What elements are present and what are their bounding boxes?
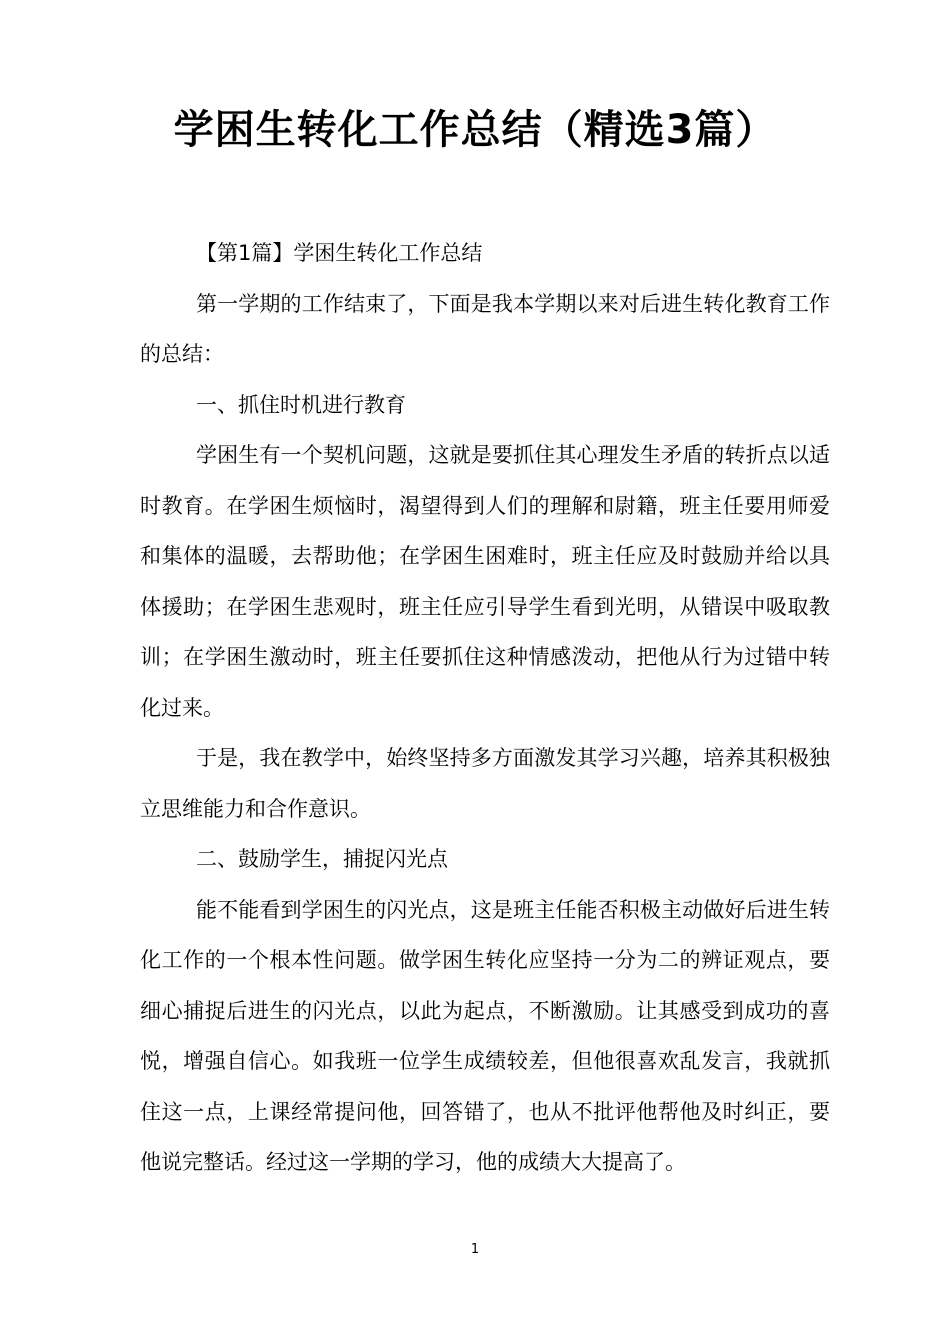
intro-paragraph: 第一学期的工作结束了，下面是我本学期以来对后进生转化教育工作的总结： [140, 291, 830, 366]
document-body [140, 228, 830, 1188]
body-paragraph: 学困生有一个契机问题，这就是要抓住其心理发生矛盾的转折点以适时教育。在学困生烦恼时，渴望得到人们的理解和尉籍，班主任要用师爱和集体的温暖，去帮助他；在学困生困难时，班主任应及时鼓励并给以具体援助；在学困生悲观时，班主任应引导学生看到光明，从错误中吸取教训；在学困生激动时，班主任要抓住这种情感泼动，把他从行为过错中转化过来。 [140, 443, 830, 720]
document-title: 学困生转化工作总结（精选3篇） [173, 107, 777, 153]
section-heading-2: 二、鼓励学生，捕捉闪光点 [196, 847, 448, 871]
section-heading-part-1: 【第1篇】学困生转化工作总结 [196, 241, 483, 265]
body-paragraph: 能不能看到学困生的闪光点，这是班主任能否积极主动做好后进生转化工作的一个根本性问题。做学困生转化应坚持一分为二的辨证观点，要细心捕捉后进生的闪光点，以此为起点，不断激励。让其感受到成功的喜悦，增强自信心。如我班一位学生成绩较差，但他很喜欢乱发言，我就抓住这一点，上课经常提问他，回答错了，也从不批评他帮他及时纠正，要他说完整话。经过这一学期的学习，他的成绩大大提高了。 [140, 897, 830, 1174]
body-paragraph: 于是，我在教学中，始终坚持多方面激发其学习兴趣，培养其积极独立思维能力和合作意识。 [140, 746, 830, 821]
page-number: 1 [470, 1242, 480, 1257]
section-heading-1: 一、抓住时机进行教育 [196, 392, 406, 417]
